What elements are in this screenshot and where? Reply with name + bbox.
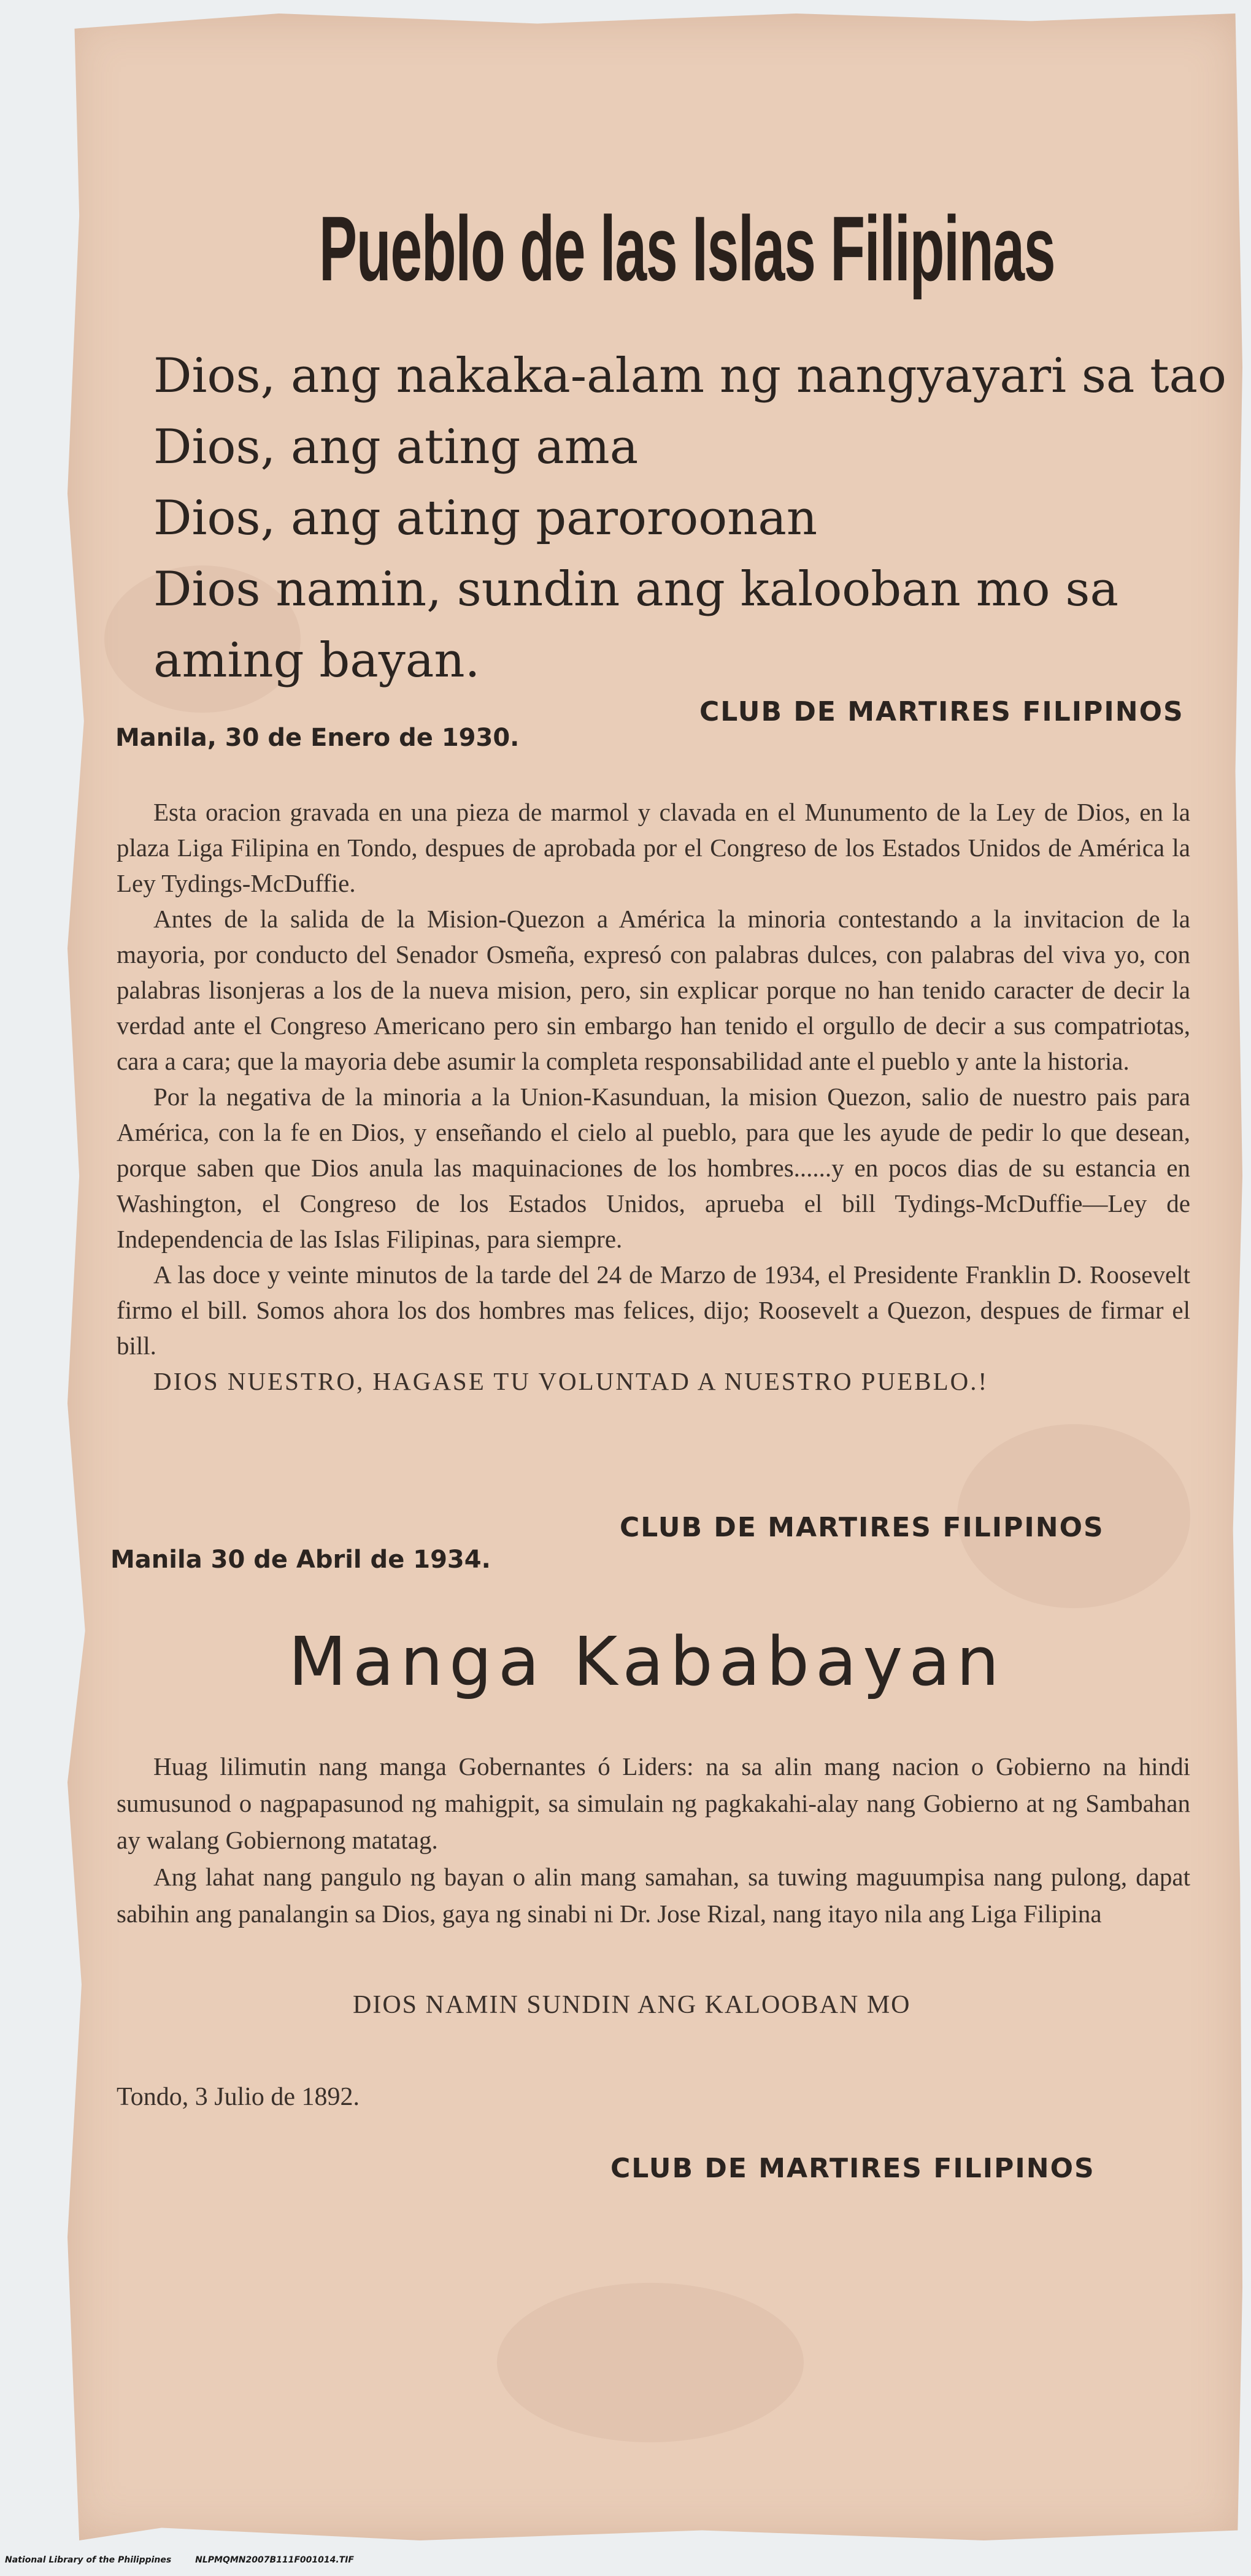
section-prayer: DIOS NAMIN SUNDIN ANG KALOOBAN MO — [353, 1991, 911, 2019]
paper-stain — [497, 2283, 804, 2442]
article-paragraph: A las doce y veinte minutos de la tarde del 24 de Marzo de 1934, el Presidente Franklin D. Roosevelt firmo el bill. Somos ahora los dos hombres mas felices, dijo; Roosevelt a Quezon, despues de firmar el bill. — [117, 1260, 1190, 1360]
prayer-line: Dios, ang ating paroroonan — [153, 491, 818, 546]
prayer-block — [153, 340, 1227, 696]
club-signature-2: CLUB DE MARTIRES FILIPINOS — [620, 1512, 1104, 1543]
prayer-line: Dios namin, sundin ang kalooban mo sa — [153, 562, 1118, 617]
library-credit: National Library of the Philippines — [5, 2555, 172, 2565]
date-line-3: Tondo, 3 Julio de 1892. — [117, 2083, 360, 2111]
article-body — [117, 794, 1190, 1399]
prayer-line: Dios, ang nakaka-alam ng nangyayari sa tao — [153, 348, 1227, 404]
page-title: Pueblo de las Islas Filipinas — [319, 197, 1055, 300]
section-paragraph: Huag lilimutin nang manga Gobernantes ó Liders: na sa alin mang nacion o Gobierno na hindi sumusunod o nagpapasunod ng mahigpit, sa simulain ng pagkakahi-alay nang Gobierno at ng Sambahan ay walang Gobiernong matatag. — [117, 1752, 1190, 1854]
club-signature-1: CLUB DE MARTIRES FILIPINOS — [699, 696, 1184, 727]
section-paragraph: Ang lahat nang pangulo ng bayan o alin mang samahan, sa tuwing maguumpisa nang pulong, dapat sabihin ang panalangin sa Dios, gaya ng sinabi ni Dr. Jose Rizal, nang itayo nila ang Liga Filipina — [117, 1863, 1190, 1928]
article-closing: DIOS NUESTRO, HAGASE TU VOLUNTAD A NUESTRO PUEBLO.! — [153, 1367, 989, 1395]
prayer-line: aming bayan. — [153, 633, 480, 688]
club-signature-3: CLUB DE MARTIRES FILIPINOS — [610, 2153, 1095, 2184]
file-id: NLPMQMN2007B111F001014.TIF — [195, 2555, 354, 2565]
date-line-2: Manila 30 de Abril de 1934. — [110, 1546, 491, 1574]
article-paragraph: Antes de la salida de la Mision-Quezon a América la minoria contestando a la invitacion de la mayoria, por conducto del Senador Osmeña, expresó con palabras dulces, con palabras del viva yo, con palabras lisonjeras a los de la nueva mision, pero, sin explicar porque no han tenido caracter de decir la verdad ante el Congreso Americano pero sin embargo han tenido el orgullo de decir a sus compatriotas, cara a cara; que la mayoria debe asumir la completa responsabilidad ante el pueblo y ante la historia. — [117, 905, 1190, 1075]
archive-footer — [5, 2555, 375, 2565]
article-paragraph: Por la negativa de la minoria a la Union-Kasunduan, la mision Quezon, salio de nuestro pais para América, con la fe en Dios, y enseñando el cielo al pueblo, para que les ayude de pedir lo que desean, porque saben que Dios anula las maquinaciones de los hombres......y en pocos dias de su estancia en Washington, el Congreso de los Estados Unidos, aprueba el bill Tydings-McDuffie—Ley de Independencia de las Islas Filipinas, para siempre. — [117, 1083, 1190, 1253]
section-body — [117, 1748, 1190, 1932]
prayer-line: Dios, ang ating ama — [153, 420, 639, 475]
section-title: Manga Kababayan — [288, 1622, 1006, 1701]
article-paragraph: Esta oracion gravada en una pieza de marmol y clavada en el Munumento de la Ley de Dios, en la plaza Liga Filipina en Tondo, despues de aprobada por el Congreso de los Estados Unidos de América la Ley Tydings-McDuffie. — [117, 798, 1190, 897]
date-line-1: Manila, 30 de Enero de 1930. — [115, 724, 520, 752]
